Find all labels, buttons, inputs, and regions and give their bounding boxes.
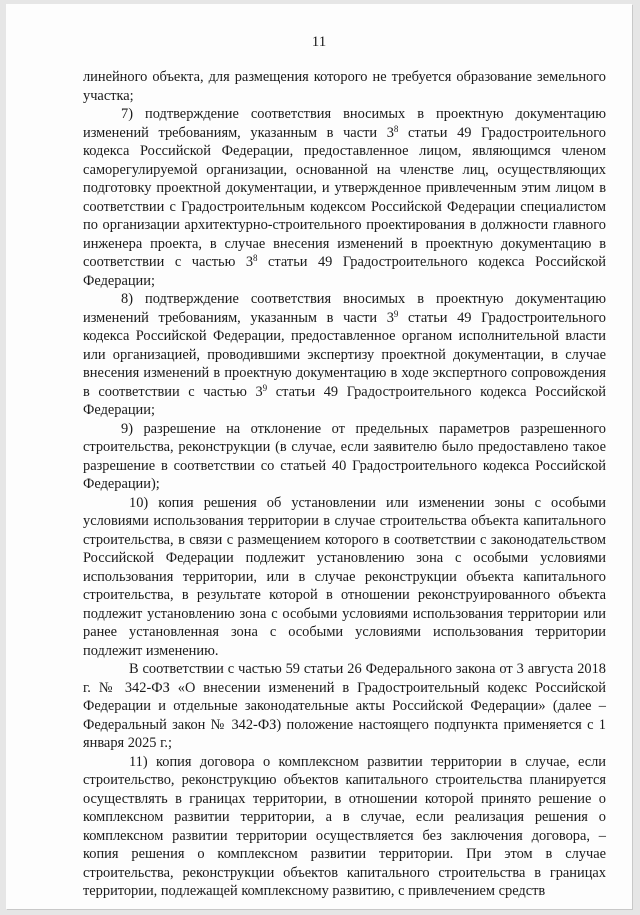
paragraph [83,660,606,753]
paragraph [83,420,606,494]
paragraph-text: линейного объекта, для размещения которого не требуется образование земельного участка; [83,69,606,104]
paragraph [83,105,606,290]
paragraph-text: 11) копия договора о комплексном развитии территории в случае, если строительство, реконструкцию объектов капитального строительства планируется осуществлять в границах территории, в отношении которой принято решение о комплексном развитии территории, а в случае, если реализация решения о комплексном развитии территории осуществляется без заключения договора, – копия решения о комплексном развитии территории. При этом в случае строительства, реконструкции объектов капитального строительства в границах территории, подлежащей комплексному развитию, с привлечением средств [83,753,606,899]
paragraph-text: статьи 49 Градостроительного кодекса Российской Федерации; [83,383,606,418]
document-page [6,4,632,909]
paragraph-text: 7) подтверждение соответствия вносимых в проектную документацию изменений требованиям, указанным в части 3 [83,106,606,141]
page-number: 11 [311,34,327,50]
paragraph-text: статьи 49 Градостроительного кодекса Российской Федерации; [83,254,606,289]
paragraph-text: статьи 49 Градостроительного кодекса Российской Федерации, предоставленное органом исполнительной власти или организацией, проводившими экспертизу проектной документации, в случае внесения изменений в проектную документацию в ходе экспертного сопровождения в соответствии с частью 3 [83,309,606,400]
paragraph [83,494,606,661]
paragraph-text: 9) разрешение на отклонение от предельных параметров разрешенного строительства, реконструкции (в случае, если заявителю было предоставлено такое разрешение в соответствии со статьей 40 Градостроительного кодекса Российской Федерации); [83,420,606,492]
superscript: 9 [262,382,268,393]
superscript: 8 [393,123,399,134]
paragraph-text: 10) копия решения об установлении или изменении зоны с особыми условиями использования территории в случае строительства объекта капитального строительства, в связи с размещением которого в соответствии с законодательством Российской Федерации подлежит установлению зона с особыми условиями использования территории, или в случае реконструкции объекта капитального строительства, в результате которой в отношении реконструированного объекта подлежит установлению зона с особыми условиями использования территории или ранее установленная зона с особыми условиями использования территории подлежит изменению. [83,494,606,659]
paragraph-text: статьи 49 Градостроительного кодекса Российской Федерации, предоставленное лицом, являющимся членом саморегулируемой организации, основанной на членстве лиц, осуществляющих подготовку проектной документации, и утвержденное привлеченным этим лицом в соответствии с Градостроительным кодексом Российской Федерации специалистом по организации архитектурно-строительного проектирования в должности главного инженера проекта, в случае внесения изменений в проектную документацию в соответствии с частью 3 [83,124,606,270]
document-body [83,68,606,901]
paragraph [83,290,606,420]
paragraph-text: В соответствии с частью 59 статьи 26 Федерального закона от 3 августа 2018 г. № 342-ФЗ «О внесении изменений в Градостроительный кодекс Российской Федерации и отдельные законодательные акты Российской Федерации» (далее – Федеральный закон № 342-ФЗ) положение настоящего подпункта применяется с 1 января 2025 г.; [83,661,606,751]
superscript: 8 [253,253,258,263]
paragraph-text: 8) подтверждение соответствия вносимых в проектную документацию изменений требованиям, указанным в части 3 [83,291,606,326]
superscript: 9 [393,308,399,319]
paragraph [83,68,606,105]
paragraph [83,753,606,901]
